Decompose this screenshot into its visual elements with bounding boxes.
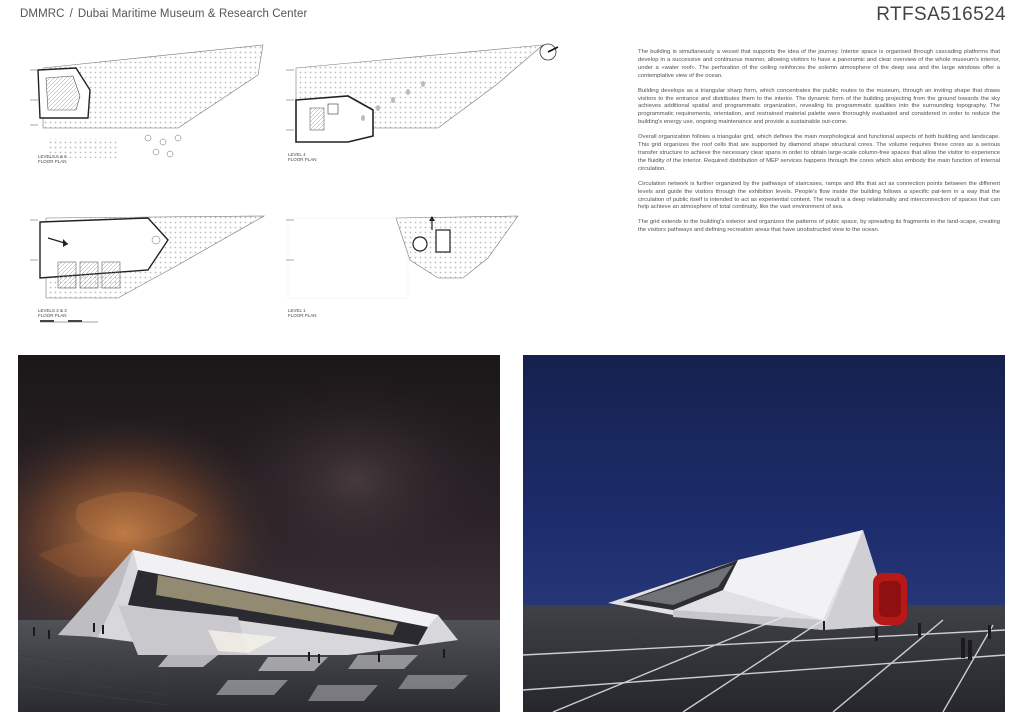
project-description bbox=[638, 49, 1000, 242]
plan-levels-2-3 bbox=[30, 216, 264, 322]
svg-text:FLOOR PLAN: FLOOR PLAN bbox=[38, 313, 67, 318]
description-paragraph: Circulation network is further organized by the pathways of staircases, ramps and lifts that act as connection points between the different levels and guide the visitors through the exhibition levels. People's flow inside the building follows a specific pat-tern in a way that the circulation of public itself is intended to act as experiential content. The result is a deep relationality and interconnection of spaces that can help achieve an atmosphere of total continuity, like the vast environment of sea. bbox=[638, 180, 1000, 211]
svg-text:FLOOR PLAN: FLOOR PLAN bbox=[288, 157, 317, 162]
entry-code: RTFSA516524 bbox=[876, 4, 1006, 25]
description-paragraph: Building develops as a triangular sharp form, which concentrates the public routes to the museum, through an inviting shape that draws visitors to the entrance and distributes them to the interior. The dynamic form of the building projecting from the ground towards the sky achieves additional spatial and programmatic organization, revealing its programmatic qualities into the surrounding topography. The programmatic requirements, orientation, and restrained material palette were thoroughly evaluated and considered in order to reduce the building's energy use, ongoing maintenance and provide a sustainable out-come. bbox=[638, 87, 1000, 126]
plan-level-1 bbox=[286, 216, 518, 318]
project-code: DMMRC bbox=[20, 8, 65, 20]
floor-plans-drawing bbox=[18, 30, 598, 330]
plan-level-4 bbox=[286, 45, 543, 162]
north-arrow-icon bbox=[540, 44, 558, 60]
svg-text:FLOOR PLAN: FLOOR PLAN bbox=[288, 313, 317, 318]
project-name: Dubai Maritime Museum & Research Center bbox=[77, 8, 308, 20]
plan-label-levels-5-6: LEVELS 5 & 6 bbox=[38, 154, 67, 159]
description-paragraph: The grid extends to the building's exterior and organizes the patterns of pubic space, by spreading its fragments in the land-scape, creating the visitors pathways and defining recreation areas that have unobstructed view to the ocean. bbox=[638, 219, 1000, 234]
description-paragraph: Overall organization follows a triangular grid, which defines the main morphological and functional aspects of both building and landscape. This grid organizes the roof cells that are supported by diamond shape structural cores. The volume requires these cores as a serious transfer structure to achieve the necessary clear spans in order to obtain large-scale column-free spaces that allow the visitor to experience the fluidity of the interior. Required distribution of MEP services happens through the cores which also embody the main function of internal circulation. bbox=[638, 134, 1000, 172]
plan-label-level-4: LEVEL 4 bbox=[288, 152, 306, 157]
svg-text:FLOOR PLAN: FLOOR PLAN bbox=[38, 159, 67, 164]
plan-levels-5-6 bbox=[30, 45, 263, 164]
render-night-view-left bbox=[18, 355, 500, 712]
render-night-view-right bbox=[523, 355, 1005, 712]
header-title bbox=[20, 8, 307, 20]
plan-label-levels-2-3: LEVELS 2 & 3 bbox=[38, 308, 67, 313]
description-paragraph: The building is simultaneusly a vessel that supports the idea of the journey. Interior space is organised through cascading platforms that develop in a successive and continuous manner, allowing visitors to have a panoramic and clear overview of the whole museum's interior, under a «water roof». The perforation of the ceiling reinforces the solemn atmosphere of the deep sea and the large windows offer a contemplative view of the ocean. bbox=[638, 49, 1000, 79]
title-separator: / bbox=[69, 8, 73, 20]
plan-label-level-1: LEVEL 1 bbox=[288, 308, 306, 313]
floor-plans-panel bbox=[18, 30, 598, 330]
render-right-image bbox=[523, 355, 1005, 712]
render-left-image bbox=[18, 355, 500, 712]
